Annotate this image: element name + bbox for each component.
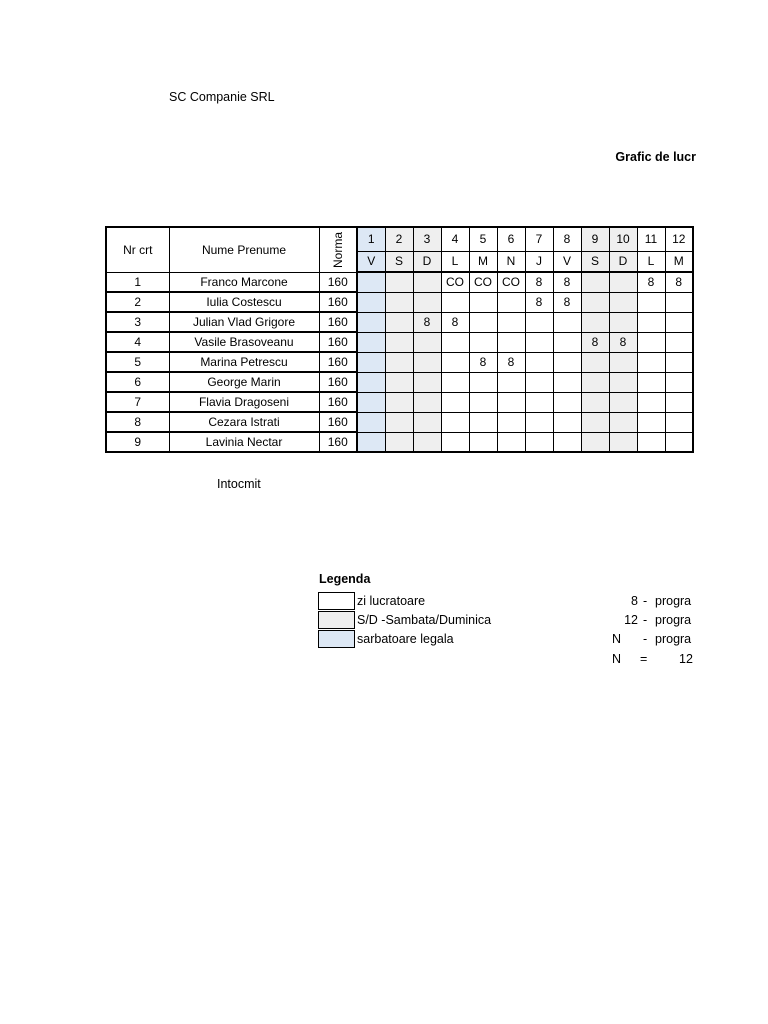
day-cell (665, 332, 693, 352)
day-cell (469, 392, 497, 412)
day-number: 3 (413, 227, 441, 251)
row-norma: 160 (319, 292, 357, 312)
legend-desc: progra (655, 632, 692, 646)
legend-desc: progra (655, 613, 692, 627)
row-nr: 9 (106, 432, 169, 452)
day-cell (525, 332, 553, 352)
row-nr: 5 (106, 352, 169, 372)
day-cell (553, 412, 581, 432)
legend-item-workday: zi lucratoare (357, 594, 426, 608)
legend-sep: - (643, 594, 648, 608)
day-cell (553, 312, 581, 332)
day-cell (525, 392, 553, 412)
table-row (106, 292, 693, 312)
day-cell (469, 372, 497, 392)
day-cell (665, 292, 693, 312)
day-cell (665, 432, 693, 452)
row-name: George Marin (169, 372, 319, 392)
day-number: 2 (385, 227, 413, 251)
row-nr: 6 (106, 372, 169, 392)
row-name: Franco Marcone (169, 272, 319, 292)
weekday-letter: S (581, 251, 609, 272)
row-nr: 3 (106, 312, 169, 332)
table-row (106, 392, 693, 412)
day-cell (469, 332, 497, 352)
legend-desc: 12 (679, 652, 693, 666)
day-number: 9 (581, 227, 609, 251)
day-cell (357, 312, 385, 332)
table-row (106, 372, 693, 392)
table-row (106, 352, 693, 372)
day-cell (357, 372, 385, 392)
legend-sep: - (643, 613, 648, 627)
day-cell (497, 332, 525, 352)
weekday-letter: D (413, 251, 441, 272)
legend-code: N (612, 652, 622, 666)
day-cell (665, 392, 693, 412)
document-title: Grafic de lucr (615, 150, 696, 164)
day-cell (609, 292, 637, 312)
legend-swatch-workday (318, 592, 355, 610)
row-nr: 4 (106, 332, 169, 352)
day-number: 6 (497, 227, 525, 251)
day-cell (553, 372, 581, 392)
day-cell (665, 372, 693, 392)
table-row (106, 332, 693, 352)
day-cell (357, 432, 385, 452)
day-cell (469, 412, 497, 432)
row-nr: 2 (106, 292, 169, 312)
day-cell: 8 (665, 272, 693, 292)
table-row (106, 312, 693, 332)
day-cell (497, 292, 525, 312)
legend-desc: progra (655, 594, 692, 608)
row-norma: 160 (319, 352, 357, 372)
weekday-letter: V (357, 251, 385, 272)
day-cell (637, 332, 665, 352)
day-cell (581, 372, 609, 392)
weekday-letter: V (553, 251, 581, 272)
day-cell (497, 312, 525, 332)
header-name: Nume Prenume (169, 227, 319, 272)
day-cell (609, 372, 637, 392)
day-cell (413, 352, 441, 372)
legend-code: N (612, 632, 622, 646)
weekday-letter: M (665, 251, 693, 272)
legend-code: 8 (631, 594, 638, 608)
row-name: Julian Vlad Grigore (169, 312, 319, 332)
day-cell (665, 352, 693, 372)
table-row (106, 412, 693, 432)
day-cell (609, 412, 637, 432)
day-cell (609, 352, 637, 372)
day-cell: 8 (525, 272, 553, 292)
day-number: 5 (469, 227, 497, 251)
table-row (106, 432, 693, 452)
day-cell (441, 292, 469, 312)
weekday-letter: D (609, 251, 637, 272)
day-cell (609, 272, 637, 292)
header-nr-crt: Nr crt (106, 227, 169, 272)
legend-item-holiday: sarbatoare legala (357, 632, 454, 646)
day-cell (469, 292, 497, 312)
weekday-letter: M (469, 251, 497, 272)
day-cell (441, 412, 469, 432)
header-norma-label: Norma (330, 231, 345, 268)
row-name: Flavia Dragoseni (169, 392, 319, 412)
row-norma: 160 (319, 372, 357, 392)
row-name: Cezara Istrati (169, 412, 319, 432)
day-cell: CO (497, 272, 525, 292)
day-cell (637, 292, 665, 312)
day-cell (441, 332, 469, 352)
day-cell (581, 392, 609, 412)
row-name: Marina Petrescu (169, 352, 319, 372)
day-cell (357, 352, 385, 372)
day-cell (637, 392, 665, 412)
day-cell (413, 372, 441, 392)
day-cell (441, 372, 469, 392)
day-cell (497, 412, 525, 432)
legend-swatch-holiday (318, 630, 355, 648)
day-number: 1 (357, 227, 385, 251)
day-cell: 8 (637, 272, 665, 292)
legend-swatch-weekend (318, 611, 355, 629)
day-cell (413, 292, 441, 312)
day-cell: 8 (469, 352, 497, 372)
day-cell (581, 292, 609, 312)
day-cell (525, 412, 553, 432)
row-norma: 160 (319, 432, 357, 452)
header-row-days (106, 227, 693, 251)
legend-code: 12 (624, 613, 638, 627)
day-cell (581, 432, 609, 452)
day-cell: 8 (609, 332, 637, 352)
day-cell: 8 (497, 352, 525, 372)
weekday-letter: N (497, 251, 525, 272)
day-cell: 8 (525, 292, 553, 312)
day-number: 10 (609, 227, 637, 251)
day-cell (609, 312, 637, 332)
weekday-letter: L (441, 251, 469, 272)
day-cell (385, 412, 413, 432)
row-nr: 8 (106, 412, 169, 432)
day-cell (357, 332, 385, 352)
day-cell (413, 272, 441, 292)
day-cell (441, 352, 469, 372)
row-norma: 160 (319, 392, 357, 412)
day-cell: 8 (413, 312, 441, 332)
legend-title: Legenda (319, 572, 371, 586)
day-cell (469, 312, 497, 332)
day-cell (609, 392, 637, 412)
day-cell (385, 372, 413, 392)
day-cell (581, 272, 609, 292)
day-cell (441, 392, 469, 412)
row-norma: 160 (319, 332, 357, 352)
day-cell (385, 292, 413, 312)
day-cell (637, 412, 665, 432)
prepared-by-label: Intocmit (217, 477, 261, 491)
day-cell (637, 432, 665, 452)
day-cell (525, 352, 553, 372)
day-cell (581, 412, 609, 432)
legend-item-weekend: S/D -Sambata/Duminica (357, 613, 492, 627)
day-cell (385, 352, 413, 372)
legend-sep: = (640, 652, 648, 666)
day-cell (525, 432, 553, 452)
day-cell (637, 352, 665, 372)
day-cell (553, 352, 581, 372)
day-cell (553, 392, 581, 412)
day-cell (581, 352, 609, 372)
day-cell (357, 392, 385, 412)
day-cell: CO (441, 272, 469, 292)
row-name: Vasile Brasoveanu (169, 332, 319, 352)
day-cell (525, 372, 553, 392)
day-cell (497, 432, 525, 452)
row-nr: 1 (106, 272, 169, 292)
day-number: 11 (637, 227, 665, 251)
day-cell (385, 272, 413, 292)
header-norma (319, 227, 357, 272)
day-cell (413, 392, 441, 412)
day-cell (357, 292, 385, 312)
day-cell (637, 372, 665, 392)
day-cell (553, 332, 581, 352)
day-cell (665, 312, 693, 332)
day-cell (497, 372, 525, 392)
weekday-letter: L (637, 251, 665, 272)
day-cell: 8 (553, 292, 581, 312)
row-norma: 160 (319, 272, 357, 292)
day-number: 7 (525, 227, 553, 251)
table-row (106, 272, 693, 292)
day-cell (385, 312, 413, 332)
day-cell (665, 412, 693, 432)
weekday-letter: J (525, 251, 553, 272)
schedule-table (105, 226, 694, 453)
day-cell (497, 392, 525, 412)
day-cell (385, 392, 413, 412)
day-cell: 8 (441, 312, 469, 332)
day-cell (525, 312, 553, 332)
day-cell (637, 312, 665, 332)
row-norma: 160 (319, 412, 357, 432)
legend-sep: - (643, 632, 648, 646)
day-number: 12 (665, 227, 693, 251)
day-cell (413, 432, 441, 452)
weekday-letter: S (385, 251, 413, 272)
day-cell: 8 (553, 272, 581, 292)
row-norma: 160 (319, 312, 357, 332)
row-name: Iulia Costescu (169, 292, 319, 312)
day-cell (413, 332, 441, 352)
day-number: 8 (553, 227, 581, 251)
day-cell: 8 (581, 332, 609, 352)
company-name: SC Companie SRL (169, 90, 275, 104)
day-cell (385, 332, 413, 352)
day-cell (357, 412, 385, 432)
day-cell: CO (469, 272, 497, 292)
day-cell (357, 272, 385, 292)
day-cell (581, 312, 609, 332)
day-cell (469, 432, 497, 452)
day-cell (441, 432, 469, 452)
day-cell (553, 432, 581, 452)
day-cell (609, 432, 637, 452)
day-cell (385, 432, 413, 452)
row-nr: 7 (106, 392, 169, 412)
row-name: Lavinia Nectar (169, 432, 319, 452)
day-cell (413, 412, 441, 432)
day-number: 4 (441, 227, 469, 251)
